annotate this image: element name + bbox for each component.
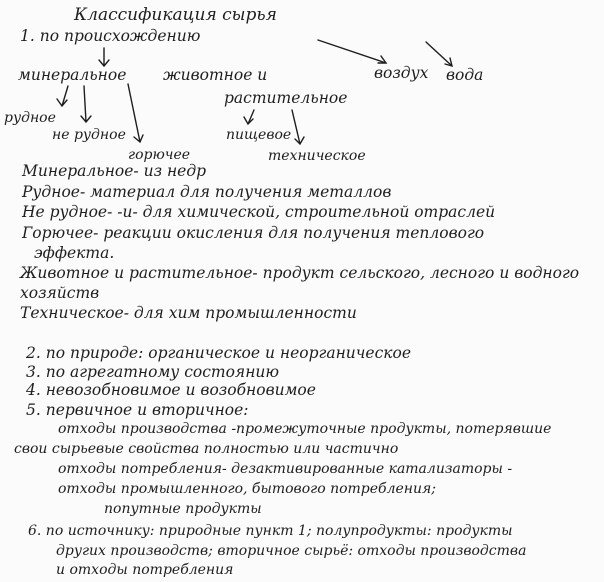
arrow-heading-to-air: [318, 40, 386, 63]
arrow-heading-to-water: [426, 42, 452, 66]
tree-node-fuel: горючее: [128, 147, 191, 163]
page-title: Классификация сырья: [74, 5, 277, 25]
definition-line-3: Не рудное- -и- для химической, строительной отраслей: [22, 203, 496, 221]
source-line-3: и отходы потребления: [56, 562, 234, 578]
definition-line-6: Животное и растительное- продукт сельского, лесного и водного: [20, 264, 580, 282]
item-5: 5. первичное и вторичное:: [26, 401, 249, 419]
definition-line-4: Горючее- реакции окисления для получения теплового: [22, 224, 485, 242]
arrow-heading-to-mineral: [99, 48, 109, 66]
tree-node-water: вода: [446, 66, 484, 84]
arrow-plant-to-technical: [292, 110, 304, 144]
source-line-1: 6. по источнику: природные пункт 1; полупродукты: продукты: [28, 523, 513, 539]
definition-line-5: эффекта.: [34, 244, 115, 262]
tree-node-technical: техническое: [268, 148, 366, 164]
tree-node-ore: рудное: [4, 110, 56, 126]
source-line-2: других производств; вторичное сырьё: отходы производства: [56, 543, 527, 559]
waste-line-4: отходы промышленного, бытового потребления;: [58, 481, 437, 497]
arrow-mineral-to-fuel: [128, 84, 143, 142]
arrow-mineral-to-non-ore: [81, 86, 91, 122]
arrow-mineral-to-ore: [57, 86, 68, 106]
item-2: 2. по природе: органическое и неорганическое: [26, 344, 412, 362]
item-3: 3. по агрегатному состоянию: [26, 363, 280, 381]
tree-node-non-ore: не рудное: [52, 127, 126, 143]
heading-by-origin: 1. по происхождению: [20, 27, 201, 45]
waste-line-1: отходы производства -промежуточные продукты, потерявшие: [58, 421, 552, 437]
tree-node-food: пищевое: [226, 127, 292, 143]
definition-line-1: Минеральное- из недр: [22, 162, 207, 180]
definition-line-2: Рудное- материал для получения металлов: [22, 183, 392, 201]
waste-line-2: свои сырьевые свойства полностью или частично: [14, 441, 399, 457]
item-4: 4. невозобновимое и возобновимое: [26, 381, 316, 399]
tree-node-air: воздух: [374, 64, 429, 82]
waste-line-5: попутные продукты: [104, 501, 262, 517]
definition-line-7: хозяйств: [20, 284, 100, 302]
arrow-plant-to-food: [244, 110, 254, 124]
waste-line-3: отходы потребления- дезактивированные катализаторы -: [58, 461, 513, 477]
tree-node-animal-plant: животное и: [163, 66, 268, 84]
tree-node-mineral: минеральное: [18, 66, 127, 84]
tree-node-animal-plant-cont: растительное: [224, 89, 348, 107]
definition-line-8: Техническое- для хим промышленности: [20, 304, 357, 322]
